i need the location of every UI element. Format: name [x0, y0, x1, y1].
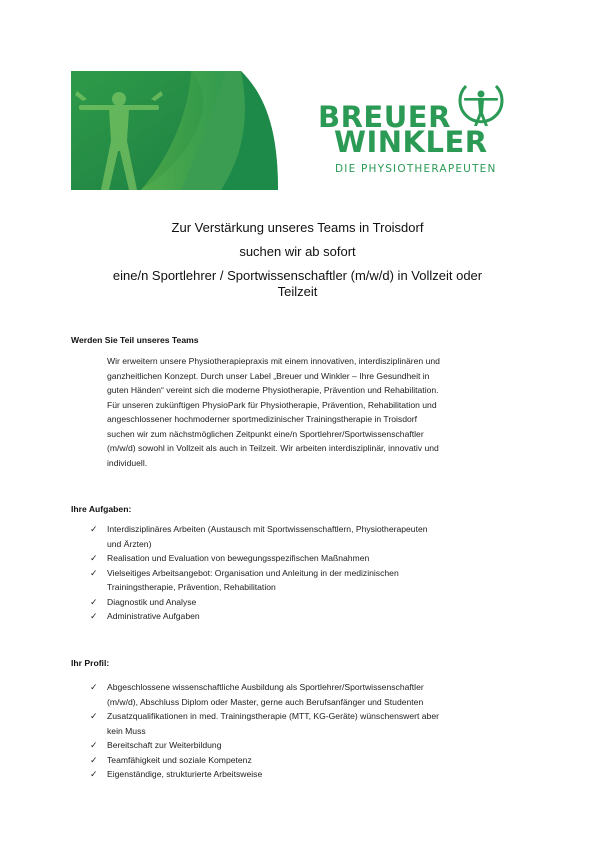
profile-list [90, 680, 439, 782]
company-logo [318, 82, 508, 182]
checkmark-icon: ✓ [90, 754, 98, 765]
intro-line: suchen wir zum nächstmöglichen Zeitpunkt eine/n Sportlehrer/Sportwissenschaftler [107, 428, 424, 439]
list-item-text: Zusatzqualifikationen in med. Trainingstherapie (MTT, KG-Geräte) wünschenswert aber [107, 711, 439, 721]
checkmark-icon: ✓ [90, 740, 98, 750]
headline-line-3b: Teilzeit [277, 284, 318, 299]
list-item-text: Vielseitiges Arbeitsangebot: Organisation und Anleitung in der medizinischen [107, 567, 399, 578]
headline-job-title [60, 268, 535, 300]
list-item-text: Realisation und Evaluation von bewegungsspezifischen Maßnahmen [107, 553, 370, 563]
list-item-text: kein Muss [107, 725, 146, 736]
intro-line: Wir erweitern unsere Physiotherapiepraxis mit einem innovativen, interdisziplinären und [107, 356, 440, 366]
list-item-text: Bereitschaft zur Weiterbildung [107, 740, 222, 750]
vitruvian-emblem-icon [454, 82, 508, 128]
list-item [90, 566, 428, 595]
checkmark-icon: ✓ [90, 611, 98, 621]
logo-word-winkler: WINKLER [334, 125, 488, 159]
list-item-text: und Ärzten) [107, 538, 152, 549]
list-item-text: Administrative Aufgaben [107, 611, 200, 621]
checkmark-icon: ✓ [90, 567, 98, 578]
list-item [90, 709, 439, 738]
checkmark-icon: ✓ [90, 769, 98, 779]
list-item [90, 680, 439, 709]
list-item-text: Teamfähigkeit und soziale Kompetenz [107, 754, 252, 765]
intro-line: guten Händen“ vereint sich die moderne Physiotherapie, Prävention und Rehabilitation. [107, 385, 439, 395]
intro-line: individuell. [107, 457, 148, 468]
list-item [90, 609, 428, 624]
list-item [90, 522, 428, 551]
intro-line: Für unseren zukünftigen PhysioPark für Physiotherapie, Prävention, Rehabilitation und [107, 399, 437, 410]
headline-line-3a: eine/n Sportlehrer / Sportwissenschaftler (m/w/d) in Vollzeit oder [112, 268, 483, 283]
logo-word-breuer: BREUER [318, 100, 451, 134]
intro-line: angeschlossener hochmoderner sportmedizinischer Trainingstherapie in Troisdorf [107, 414, 418, 424]
intro-line: ganzheitlichen Konzept. Durch unser Label „Breuer und Winkler – Ihre Gesundheit in [107, 370, 430, 381]
headline-line-1: Zur Verstärkung unseres Teams in Troisdorf [171, 220, 424, 235]
list-item [90, 595, 428, 610]
tasks-list [90, 522, 428, 624]
banner-image [71, 71, 278, 190]
list-item-text: (m/w/d), Abschluss Diplom oder Master, gerne auch Berufsanfänger und Studenten [107, 696, 424, 707]
list-item-text: Diagnostik und Analyse [107, 596, 197, 607]
list-item-text: Abgeschlossene wissenschaftliche Ausbildung als Sportlehrer/Sportwissenschaftler [107, 682, 424, 692]
list-item [90, 753, 439, 768]
list-item-text: Eigenständige, strukturierte Arbeitsweise [107, 769, 263, 779]
checkmark-icon: ✓ [90, 553, 98, 563]
section-title-profile: Ihr Profil: [71, 658, 110, 668]
list-item-text: Interdisziplinäres Arbeiten (Austausch mit Sportwissenschaftlern, Physiotherapeuten [107, 524, 428, 534]
list-item [90, 767, 439, 782]
section-title-team: Werden Sie Teil unseres Teams [71, 335, 199, 345]
section-title-tasks: Ihre Aufgaben: [71, 504, 132, 514]
list-item [90, 738, 439, 753]
checkmark-icon: ✓ [90, 596, 98, 607]
intro-paragraph [107, 354, 523, 470]
checkmark-icon: ✓ [90, 524, 98, 534]
list-item-text: Trainingstherapie, Prävention, Rehabilitation [107, 582, 276, 592]
list-item [90, 551, 428, 566]
intro-line: (m/w/d) sowohl in Vollzeit als auch in Teilzeit. Wir arbeiten interdisziplinär, innovativ und [107, 443, 439, 453]
checkmark-icon: ✓ [90, 711, 98, 721]
logo-subtitle: DIE PHYSIOTHERAPEUTEN [335, 163, 497, 175]
checkmark-icon: ✓ [90, 682, 98, 692]
headline-line-2: suchen wir ab sofort [239, 244, 356, 259]
